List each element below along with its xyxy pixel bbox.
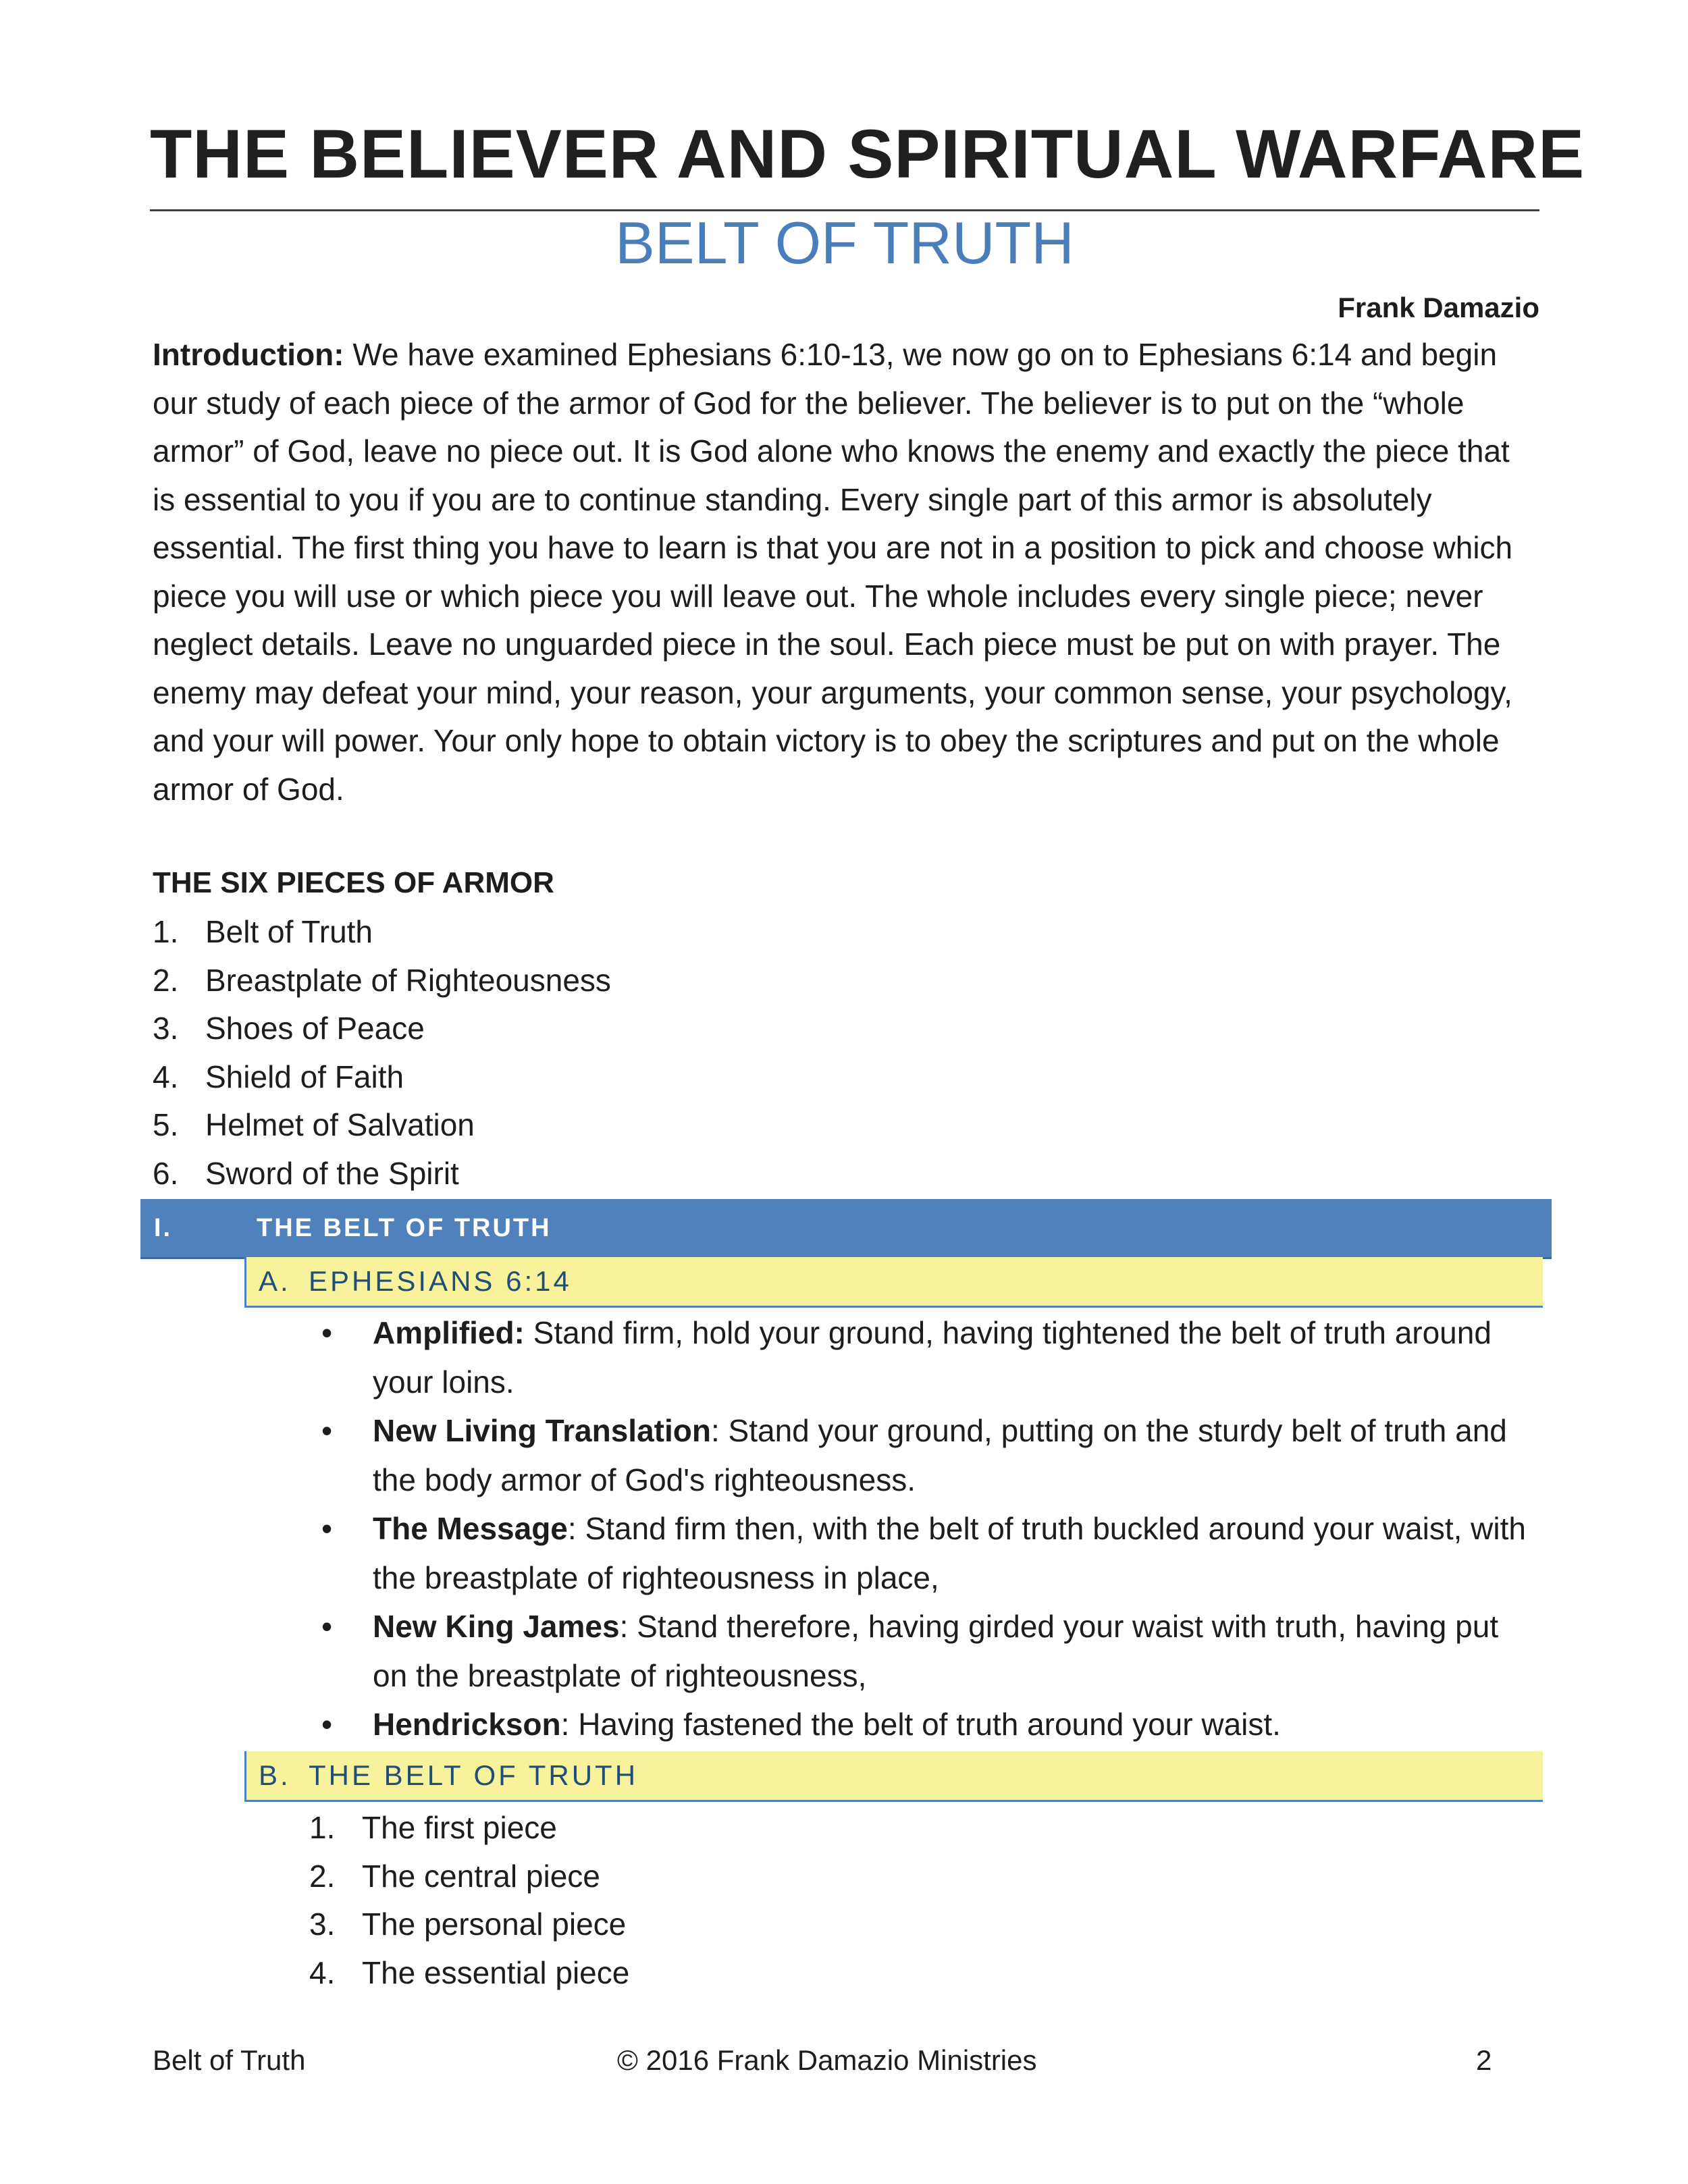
list-text: Shoes of Peace [205,1011,425,1046]
list-text: Breastplate of Righteousness [205,962,611,998]
subsection-heading-a [244,1257,1543,1308]
introduction-text: We have examined Ephesians 6:10-13, we now go on to Ephesians 6:14 and begin our study of each piece of the armor of God for the believer. The believer is to put on the “whole armor” of God, leave no piece out. It is God alone who knows the enemy and exactly the piece that is essential to you if you are to continue standing. Every single part of this armor is absolutely essential. The first thing you have to learn is that you are not in a position to pick and choose which piece you will use or which piece you will leave out. The whole includes every single piece; never neglect details. Leave no unguarded piece in the soul. Each piece must be put on with prayer. The enemy may defeat your mind, your reason, your arguments, your common sense, your psychology, and your will power. Your only hope to obtain victory is to obey the scriptures and put on the whole armor of God. [153,337,1513,807]
armor-list-heading: THE SIX PIECES OF ARMOR [153,866,554,899]
subsection-letter: B. [259,1759,291,1791]
translation-name: The Message [373,1511,568,1546]
list-number: 4. [309,1954,336,1990]
translation-text: : Stand firm then, with the belt of truth buckled around your waist, with the breastplate of righteousness in place, [373,1511,1526,1595]
section-heading-bar [140,1199,1552,1259]
subsection-letter: A. [259,1265,291,1297]
translation-name: Hendrickson [373,1707,561,1742]
list-number: 1. [309,1810,336,1845]
list-text: The first piece [362,1810,557,1845]
page-number: 2 [1476,2044,1492,2076]
list-text: Shield of Faith [205,1059,404,1094]
bullet-icon: • [321,1609,333,1644]
translation-text: : Having fastened the belt of truth around your waist. [560,1707,1281,1742]
translation-name: Amplified: [373,1315,525,1350]
footer-document-name: Belt of Truth [153,2044,306,2076]
bullet-icon: • [321,1511,333,1546]
list-number: 3. [153,1011,179,1046]
bullet-icon: • [321,1413,333,1448]
list-text: The central piece [362,1858,600,1894]
section-numeral: I. [154,1214,173,1242]
list-number: 2. [309,1858,336,1894]
list-number: 5. [153,1107,179,1142]
translation-name: New King James [373,1609,620,1644]
list-number: 2. [153,962,179,998]
subsection-title: EPHESIANS 6:14 [309,1265,572,1297]
document-title: THE BELIEVER AND SPIRITUAL WARFARE [150,115,1585,192]
translation-text: : Stand therefore, having girded your waist with truth, having put on the breastplate of righteousness, [373,1609,1499,1693]
list-text: Belt of Truth [205,914,373,949]
introduction-paragraph [153,331,1538,814]
list-item [317,1406,1541,1504]
translation-name: New Living Translation [373,1413,711,1448]
list-number: 1. [153,914,179,949]
subsection-heading-b [244,1751,1543,1802]
list-text: The personal piece [362,1907,627,1942]
page-footer [153,2040,1503,2081]
list-number: 4. [153,1059,179,1094]
list-text: The essential piece [362,1954,630,1990]
list-item [317,1308,1541,1406]
document-subtitle: BELT OF TRUTH [615,209,1074,276]
list-text: Helmet of Salvation [205,1107,475,1142]
list-number: 6. [153,1155,179,1191]
list-item [317,1504,1541,1602]
bullet-icon: • [321,1707,333,1742]
translation-list [317,1308,1541,1749]
footer-copyright: © 2016 Frank Damazio Ministries [617,2044,1037,2076]
list-number: 3. [309,1907,336,1942]
translation-text: Stand firm, hold your ground, having tightened the belt of truth around your loins. [373,1315,1492,1400]
subsection-title: THE BELT OF TRUTH [309,1759,639,1791]
author-name: Frank Damazio [1338,292,1539,323]
list-item [317,1700,1541,1749]
bullet-icon: • [321,1315,333,1350]
introduction-label: Introduction: [153,337,344,372]
translation-text: : Stand your ground, putting on the sturdy belt of truth and the body armor of God's righteousness. [373,1413,1507,1497]
section-title: THE BELT OF TRUTH [257,1214,552,1242]
list-item [317,1602,1541,1700]
list-text: Sword of the Spirit [205,1155,459,1191]
